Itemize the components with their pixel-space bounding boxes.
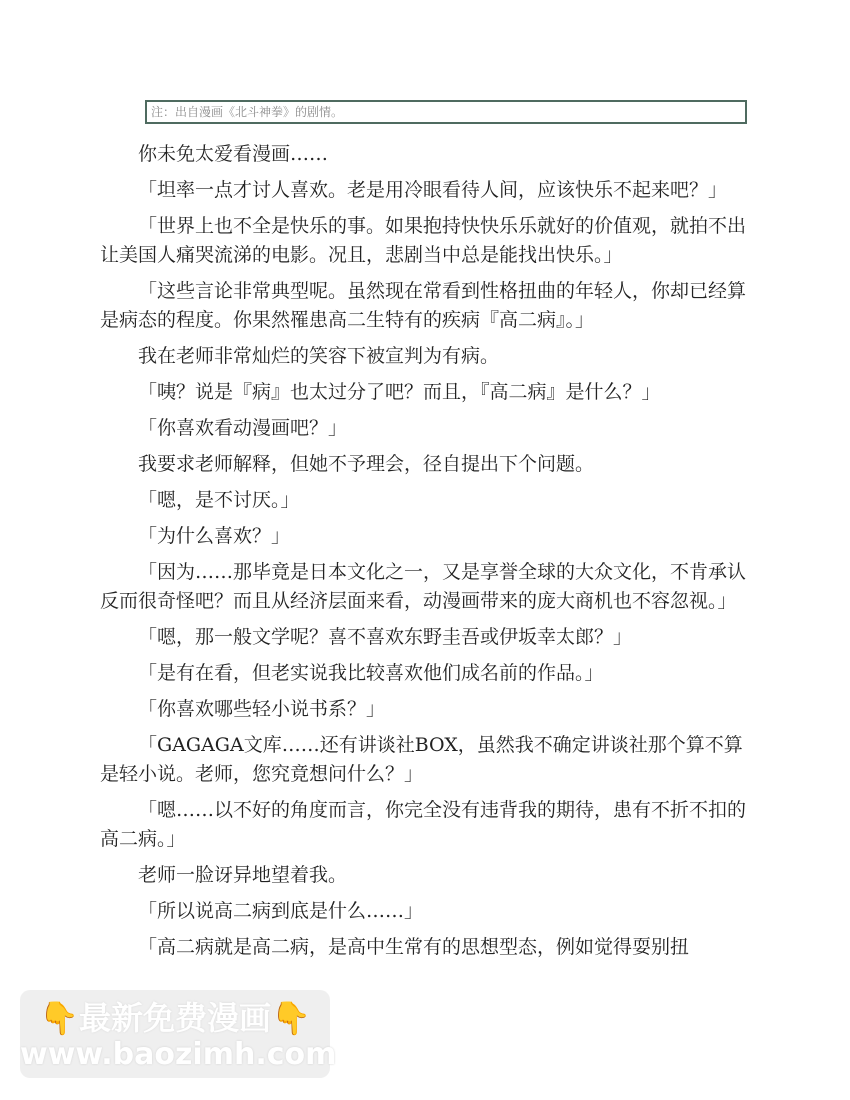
novel-text — [100, 140, 748, 969]
paragraph: 我要求老师解释，但她不予理会，径自提出下个问题。 — [138, 453, 595, 475]
pointing-down-hand-icon: 👇 — [39, 999, 79, 1037]
paragraph: 「你喜欢哪些轻小说书系？」 — [138, 698, 386, 720]
watermark-url: www.baozimh.com — [20, 1037, 337, 1072]
paragraph: 「这些言论非常典型呢。虽然现在常看到性格扭曲的年轻人，你却已经算是病态的程度。你果然罹患高二生特有的疾病『高二病』。」 — [100, 280, 747, 331]
paragraph: 「所以说高二病到底是什么……」 — [138, 900, 424, 922]
paragraph: 你未免太爱看漫画…… — [138, 143, 329, 165]
paragraph: 「嗯，那一般文学呢？喜不喜欢东野圭吾或伊坂幸太郎？」 — [138, 626, 633, 648]
paragraph: 「世界上也不全是快乐的事。如果抱持快快乐乐就好的价值观，就拍不出让美国人痛哭流涕的电影。况且，悲剧当中总是能找出快乐。」 — [100, 215, 747, 266]
site-watermark — [20, 990, 337, 1078]
watermark-title: 最新免费漫画 — [78, 999, 271, 1037]
paragraph: 「因为……那毕竟是日本文化之一，又是享誉全球的大众文化，不肯承认反而很奇怪吧？而且从经济层面来看，动漫画带来的庞大商机也不容忽视。」 — [100, 561, 747, 612]
paragraph: 「高二病就是高二病，是高中生常有的思想型态，例如觉得耍别扭 — [138, 936, 690, 958]
paragraph: 「嗯……以不好的角度而言，你完全没有违背我的期待，患有不折不扣的高二病。」 — [100, 799, 747, 850]
paragraph: 「你喜欢看动漫画吧？」 — [138, 417, 348, 439]
paragraph: 「是有在看，但老实说我比较喜欢他们成名前的作品。」 — [138, 662, 604, 684]
footnote-text: 注：出自漫画《北斗神拳》的剧情。 — [151, 105, 344, 119]
paragraph: 「为什么喜欢？」 — [138, 525, 291, 547]
paragraph: 「坦率一点才讨人喜欢。老是用冷眼看待人间，应该快乐不起来吧？」 — [138, 179, 728, 201]
paragraph: 「GAGAGA文库……还有讲谈社BOX，虽然我不确定讲谈社那个算不算是轻小说。老师，您究竟想问什么？」 — [100, 734, 743, 785]
paragraph: 「嗯，是不讨厌。」 — [138, 489, 300, 511]
watermark-title-row — [20, 998, 330, 1038]
paragraph: 老师一脸讶异地望着我。 — [138, 864, 348, 886]
paragraph: 「咦？说是『病』也太过分了吧？而且，『高二病』是什么？」 — [138, 381, 661, 403]
footnote-box — [145, 100, 747, 124]
paragraph: 我在老师非常灿烂的笑容下被宣判为有病。 — [138, 345, 500, 367]
pointing-down-hand-icon: 👇 — [271, 999, 311, 1037]
